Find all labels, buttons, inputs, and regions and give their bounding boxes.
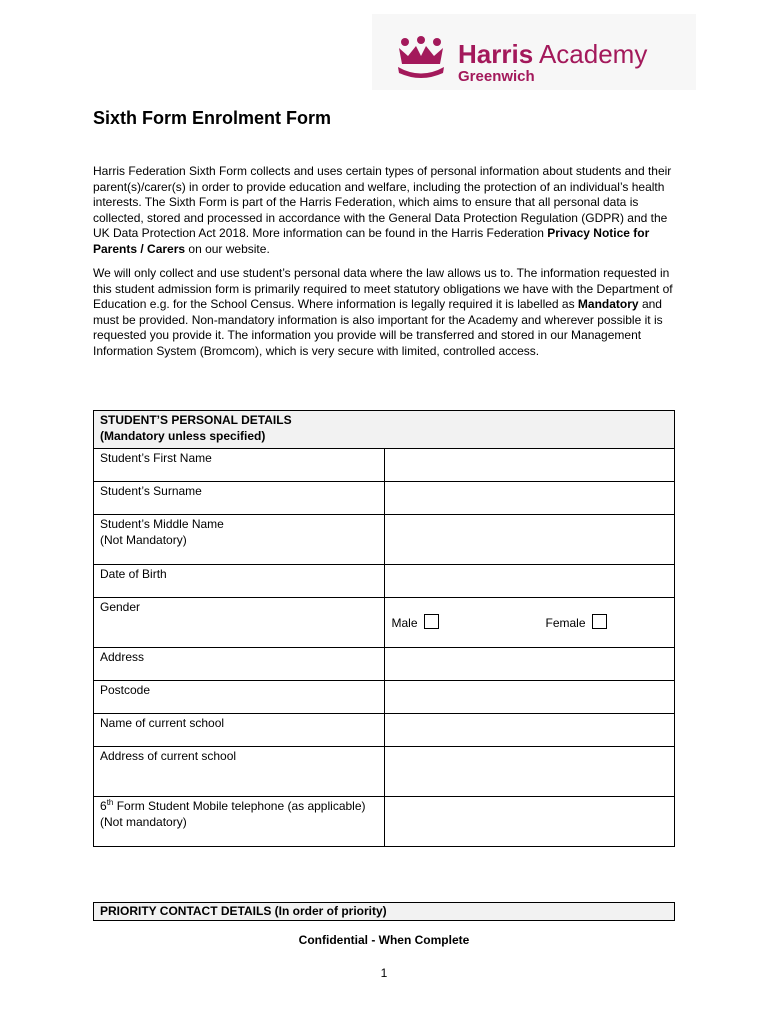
first-name-field[interactable] [384, 449, 675, 482]
gender-male-option: Male [392, 614, 439, 631]
mobile-field[interactable] [384, 797, 675, 847]
address-field[interactable] [384, 648, 675, 681]
school-address-label: Address of current school [94, 747, 385, 797]
first-name-label: Student’s First Name [94, 449, 385, 482]
postcode-field[interactable] [384, 681, 675, 714]
confidential-footer: Confidential - When Complete [298, 933, 470, 947]
priority-contact-table [93, 902, 675, 921]
page-number: 1 [380, 966, 388, 980]
surname-field[interactable] [384, 482, 675, 515]
surname-label: Student’s Surname [94, 482, 385, 515]
dob-field[interactable] [384, 565, 675, 598]
current-school-label: Name of current school [94, 714, 385, 747]
priority-contact-header: PRIORITY CONTACT DETAILS (In order of priority) [94, 903, 675, 921]
school-logo [372, 14, 696, 90]
male-checkbox[interactable] [424, 614, 439, 629]
intro-paragraph-2: We will only collect and use student’s personal data where the law allows us to. The information requested in this student admission form is primarily required to meet statutory obligations we have with the Department of Education e.g. for the School Census. Where information is legally required it is labelled as Mandatory and must be provided. Non-mandatory information is also important for the Academy and wherever possible it is requested you provide it. The information you provide will be transferred and stored in our Management Information System (Bromcom), which is very secure with limited, controlled access. [93, 266, 673, 358]
gender-field [384, 598, 675, 648]
current-school-field[interactable] [384, 714, 675, 747]
mobile-label: 6th Form Student Mobile telephone (as applicable) (Not mandatory) [94, 797, 385, 847]
student-details-table [93, 410, 675, 847]
intro-paragraph-1: Harris Federation Sixth Form collects and uses certain types of personal information about students and their parent(s)/carer(s) in order to provide education and welfare, including the protection of an individual’s health interests. The Sixth Form is part of the Harris Federation, which aims to ensure that all personal data is collected, stored and processed in accordance with the General Data Protection Regulation (GDPR) and the UK Data Protection Act 2018. More information can be found in the Harris Federation Privacy Notice for Parents / Carers on our website. [93, 164, 672, 256]
middle-name-field[interactable] [384, 515, 675, 565]
middle-name-label: Student’s Middle Name (Not Mandatory) [94, 515, 385, 565]
page-title: Sixth Form Enrolment Form [93, 108, 332, 128]
crown-logo-icon [396, 36, 446, 80]
dob-label: Date of Birth [94, 565, 385, 598]
logo-subtitle: Greenwich [458, 68, 535, 85]
female-checkbox[interactable] [592, 614, 607, 629]
address-label: Address [94, 648, 385, 681]
postcode-label: Postcode [94, 681, 385, 714]
logo-name: Harris Academy [458, 39, 648, 69]
details-header: STUDENT’S PERSONAL DETAILS (Mandatory unless specified) [94, 411, 675, 449]
school-address-field[interactable] [384, 747, 675, 797]
gender-label: Gender [94, 598, 385, 648]
gender-female-option: Female [546, 614, 607, 631]
